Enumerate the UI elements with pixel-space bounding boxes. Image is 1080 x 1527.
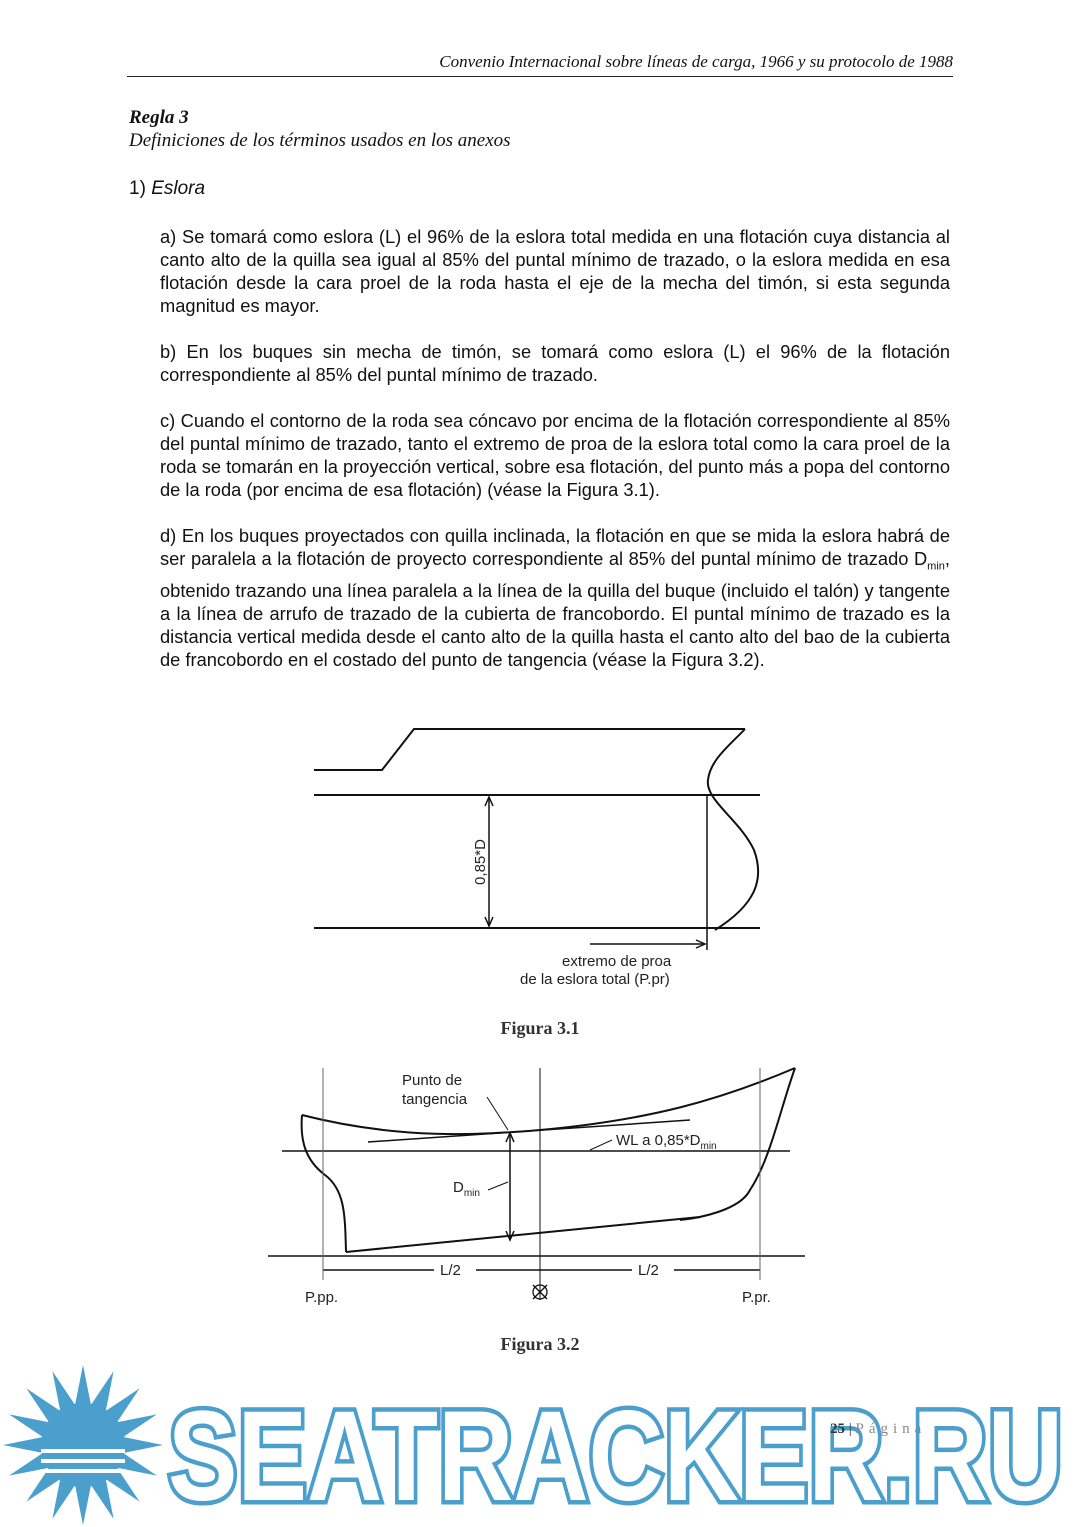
dmin-label: $D_{min}$: [453, 1179, 480, 1199]
section-heading: [129, 178, 205, 200]
note-line-1: extremo de proa: [562, 953, 672, 970]
section-title: Eslora: [151, 178, 206, 199]
paragraph-b: b) En los buques sin mecha de timón, se tomará como eslora (L) el 96% de la flotación correspondiente al 85% del puntal mínimo de trazado.: [160, 341, 950, 385]
page-number: 25: [830, 1421, 845, 1437]
footer-separator: |: [848, 1421, 852, 1437]
stem-contour: [708, 729, 758, 930]
tangency-label-2: tangencia: [402, 1091, 468, 1108]
paragraph-c: c) Cuando el contorno de la roda sea cóncavo por encima de la flotación correspondiente al 85% del puntal mínimo de trazado, tanto el extremo de proa de la eslora total como la cara proel de la roda se tomarán en la proyección vertical, sobre esa flotación, del punto más a popa del contorno de la roda (por encima de esa flotación) (véase la Figura 3.1).: [160, 410, 950, 500]
paragraph-d-part1: d) En los buques proyectados con quilla inclinada, la flotación en que se mida la eslora habrá de ser paralela a la flotación de proyecto correspondiente al 85% del puntal mínimo de trazado D: [160, 525, 950, 569]
paragraph-d: [160, 524, 950, 671]
dmin-leader: [488, 1182, 508, 1190]
watermark-text: SEATRACKER.RU: [168, 1385, 1063, 1527]
half-length-right: L/2: [638, 1262, 659, 1279]
sheer-line: [302, 1068, 795, 1134]
figure-3-1-caption: Figura 3.1: [500, 1018, 580, 1038]
page-footer: [830, 1421, 926, 1438]
keel-line: [346, 1217, 700, 1252]
half-length-left: L/2: [440, 1262, 461, 1279]
sun-icon: [3, 1365, 163, 1525]
section-number: 1): [129, 178, 146, 199]
rule-subtitle: Definiciones de los términos usados en los anexos: [129, 130, 511, 151]
fwd-perpendicular-label: P.pr.: [742, 1289, 771, 1306]
paragraph-d-part2: , obtenido trazando una línea paralela a la línea de la quilla del buque (incluido el talón) y tangente a la línea de arrufo de trazado de la cubierta de francobordo. El puntal mínimo de trazado es la distancia vertical medida desde el canto alto de la quilla hasta el canto alto del bao de la cubierta de francobordo en el costado del punto de tangencia (véase la Figura 3.2).: [160, 548, 950, 670]
aft-perpendicular-label: P.pp.: [305, 1289, 339, 1306]
rule-title: Regla 3: [129, 107, 189, 128]
page-label: Página: [855, 1421, 927, 1437]
deck-step-line: [314, 729, 745, 770]
paragraph-a: a) Se tomará como eslora (L) el 96% de la eslora total medida en una flotación cuya distancia al canto alto de la quilla sea igual al 85% del puntal mínimo de trazado, o la eslora medida en esa flotación desde la cara proel de la roda hasta el eje de la mecha del timón, si esta segunda magnitud es mayor.: [160, 226, 950, 316]
tangency-leader: [487, 1097, 508, 1130]
figure-3-2: [0, 1060, 1080, 1320]
stern-profile: [302, 1115, 346, 1252]
note-line-2: de la eslora total (P.pr): [520, 971, 670, 988]
figure-3-2-caption: Figura 3.2: [500, 1334, 580, 1354]
dimension-label: 0,85*D: [472, 839, 489, 885]
running-header: Convenio Internacional sobre líneas de carga, 1966 y su protocolo de 1988: [127, 52, 953, 77]
paragraph-d-subscript: min: [927, 560, 945, 573]
wl-leader: [590, 1140, 612, 1150]
tangency-label-1: Punto de: [402, 1072, 463, 1089]
watermark-logo: [0, 1360, 1080, 1527]
wl-label: WL a $0,85*D_{min}$: [616, 1132, 717, 1152]
figure-3-1: [0, 720, 1080, 1000]
